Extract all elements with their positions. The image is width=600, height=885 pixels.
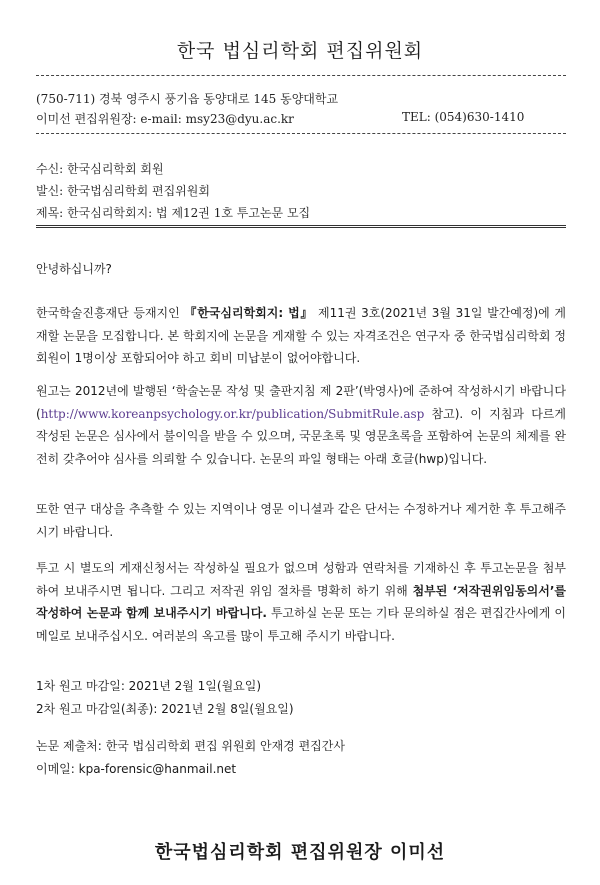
journal-name: 『한국심리학회지: 법』 <box>184 306 314 320</box>
deadlines <box>36 675 566 720</box>
deadline-final: 2차 원고 마감일(최종): 2021년 2월 8일(월요일) <box>36 701 294 716</box>
sender-line: 발신: 한국법심리학회 편집위원회 <box>36 184 210 198</box>
submission-contact <box>36 735 566 780</box>
submission-recipient: 논문 제출처: 한국 법심리학회 편집 위원회 안재경 편집간사 <box>36 739 345 753</box>
telephone: TEL: (054)630-1410 <box>402 110 525 124</box>
guidelines-link[interactable]: http://www.koreanpsychology.or.kr/publication/SubmitRule.asp <box>40 406 425 421</box>
editor-email: 이미선 편집위원장: e-mail: msy23@dyu.ac.kr <box>36 112 294 126</box>
double-divider <box>36 225 566 228</box>
dashed-divider <box>36 75 566 76</box>
paragraph-submission: 투고 시 별도의 게재신청서는 작성하실 필요가 없으며 성함과 연락처를 기재하신 후 투고논문을 첨부하여 보내주시면 됩니다. 그리고 저작권 위임 절차를 명확히 하기 위해 첨부된 ‘저작권위임동의서’를 작성하여 논문과 함께 보내주시기 바랍니다. 투고하실 논문 또는 기타 문의하실 점은 편집간사에게 이메일로 보내주십시오. 여러분의 옥고를 많이 투고해 주시기 바랍니다. <box>36 561 566 643</box>
deadline-first: 1차 원고 마감일: 2021년 2월 1일(월요일) <box>36 679 262 693</box>
subject-line: 제목: 한국심리학회지: 법 제12권 1호 투고논문 모집 <box>36 206 311 220</box>
page-title: 한국 법심리학회 편집위원회 <box>176 40 424 62</box>
paragraph-anonymization: 또한 연구 대상을 추측할 수 있는 지역이나 영문 이니셜과 같은 단서는 수정하거나 제거한 후 투고해주시기 바랍니다. <box>36 502 566 539</box>
paragraph-call-for-papers: 한국학술진흥재단 등재지인 『한국심리학회지: 법』 제11권 3호(2021년 3월 31일 발간예정)에 게재할 논문을 모집합니다. 본 학회지에 논문을 게재할 수 있는 자격조건은 연구자 중 한국법심리학회 정회원이 1명이상 포함되어야 하고 회비 미납분이 없어야합니다. <box>36 306 566 365</box>
address-line: (750-711) 경북 영주시 풍기읍 동양대로 145 동양대학교 <box>36 92 339 106</box>
recipient-line: 수신: 한국심리학회 회원 <box>36 162 164 176</box>
copyright-notice: 첨부된 ‘저작권위임동의서’를 작성하여 논문과 함께 보내주시기 바랍니다. <box>36 583 566 620</box>
paragraph-guidelines: 원고는 2012년에 발행된 ‘학술논문 작성 및 출판지침 제 2판’(박영사)에 준하여 작성하시기 바랍니다(http://www.koreanpsychology.or.kr/publication/SubmitRule.asp 참고). 이 지침과 다르게 작성된 논문은 심사에서 불이익을 받을 수 있으며, 국문초록 및 영문초록을 포함하여 논문의 체제를 완전히 갖추어야 심사를 의뢰할 수 있습니다. 논문의 파일 형태는 아래 호글(hwp)입니다. <box>36 384 566 466</box>
signature: 한국법심리학회 편집위원장 이미선 <box>154 842 446 863</box>
contact-line <box>36 110 525 127</box>
submission-email: 이메일: kpa-forensic@hanmail.net <box>36 761 237 776</box>
greeting: 안녕하십니까? <box>36 262 112 276</box>
dashed-divider <box>36 133 566 134</box>
